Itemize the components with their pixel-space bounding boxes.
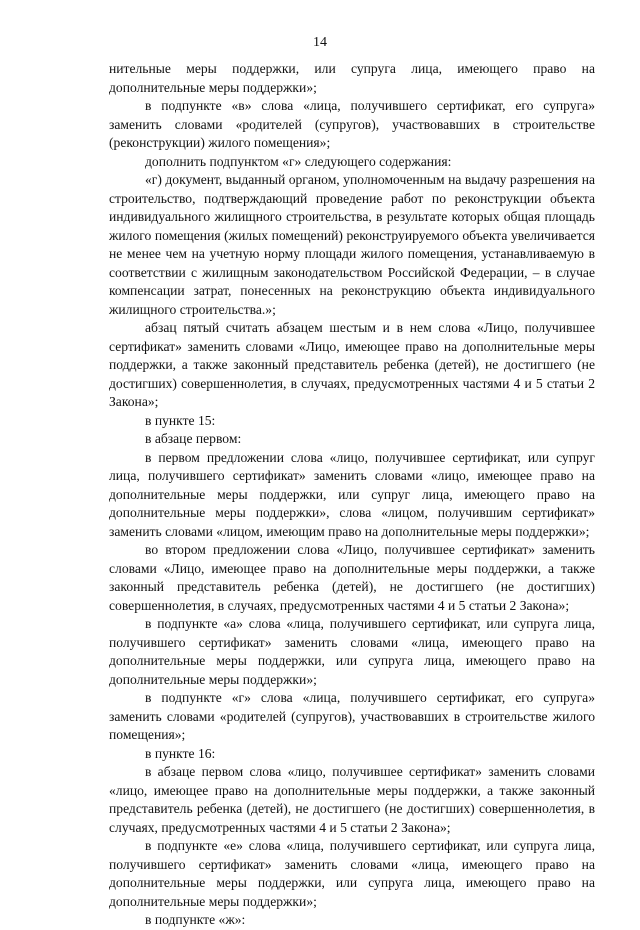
document-body bbox=[109, 60, 595, 930]
paragraph: в абзаце первом слова «лицо, получившее сертификат» заменить словами «лицо, имеющее право на дополнительные меры поддержки, а также законный представитель ребенка (детей), не достигшего (не достигших) совершеннолетия, в случаях, предусмотренных частями 4 и 5 статьи 2 Закона»; bbox=[109, 764, 595, 835]
paragraph: дополнить подпунктом «г» следующего содержания: bbox=[145, 153, 452, 169]
paragraph: «г) документ, выданный органом, уполномоченным на выдачу разрешения на строительство, подтверждающий проведение работ по реконструкции объекта индивидуального жилищного строительства, в результате которых общая площадь жилого помещения (жилых помещений) реконструируемого объекта увеличивается не менее чем на учетную норму площади жилого помещения, устанавливаемую в соответствии с жилищным законодательством Российской Федерации, – в случае компенсации затрат, понесенных на реконструкцию объекта индивидуального жилищного строительства.»; bbox=[109, 172, 595, 317]
paragraph: в первом предложении слова «лицо, получившее сертификат, или супруг лица, получившего сертификат» заменить словами «лицо, имеющее право на дополнительные меры поддержки, или супруг лица, имеющего право на дополнительные меры поддержки», слова «лицом, получившим сертификат» заменить словами «лицом, имеющим право на дополнительные меры поддержки»; bbox=[109, 449, 595, 539]
paragraph: в подпункте «е» слова «лица, получившего сертификат, или супруга лица, получившего сертификат» заменить словами «лица, имеющего право на дополнительные меры поддержки, или супруга лица, имеющего право на дополнительные меры поддержки»; bbox=[109, 838, 595, 909]
paragraph: в подпункте «г» слова «лица, получившего сертификат, его супруга» заменить словами «родителей (супругов), участвовавших в строительстве жилого помещения»; bbox=[109, 690, 595, 742]
paragraph: абзац пятый считать абзацем шестым и в нем слова «Лицо, получившее сертификат» заменить словами «Лицо, имеющее право на дополнительные меры поддержки, а также законный представитель ребенка (детей), не достигшего (не достигших) совершеннолетия, в случаях, предусмотренных частями 4 и 5 статьи 2 Закона»; bbox=[109, 320, 595, 409]
paragraph: в пункте 15: bbox=[145, 412, 216, 428]
paragraph: в подпункте «а» слова «лица, получившего сертификат, или супруга лица, получившего сертификат» заменить словами «лица, имеющего право на дополнительные меры поддержки, или супруга лица, имеющего право на дополнительные меры поддержки»; bbox=[109, 616, 595, 687]
paragraph: в абзаце первом: bbox=[145, 431, 242, 446]
page-number: 14 bbox=[313, 35, 327, 50]
paragraph: в подпункте «ж»: bbox=[145, 912, 246, 927]
paragraph: в подпункте «в» слова «лица, получившего сертификат, его супруга» заменить словами «родителей (супругов), участвовавших в строительстве (реконструкции) жилого помещения»; bbox=[109, 98, 595, 150]
paragraph: нительные меры поддержки, или супруга лица, имеющего право на дополнительные меры поддержки»; bbox=[109, 61, 595, 95]
paragraph: во втором предложении слова «Лицо, получившее сертификат» заменить словами «Лицо, имеющее право на дополнительные меры поддержки, а также законный представитель ребенка (детей), не достигшего (не достигших) совершеннолетия, в случаях, предусмотренных частями 4 и 5 статьи 2 Закона»; bbox=[109, 542, 595, 613]
paragraph: в пункте 16: bbox=[145, 745, 216, 761]
